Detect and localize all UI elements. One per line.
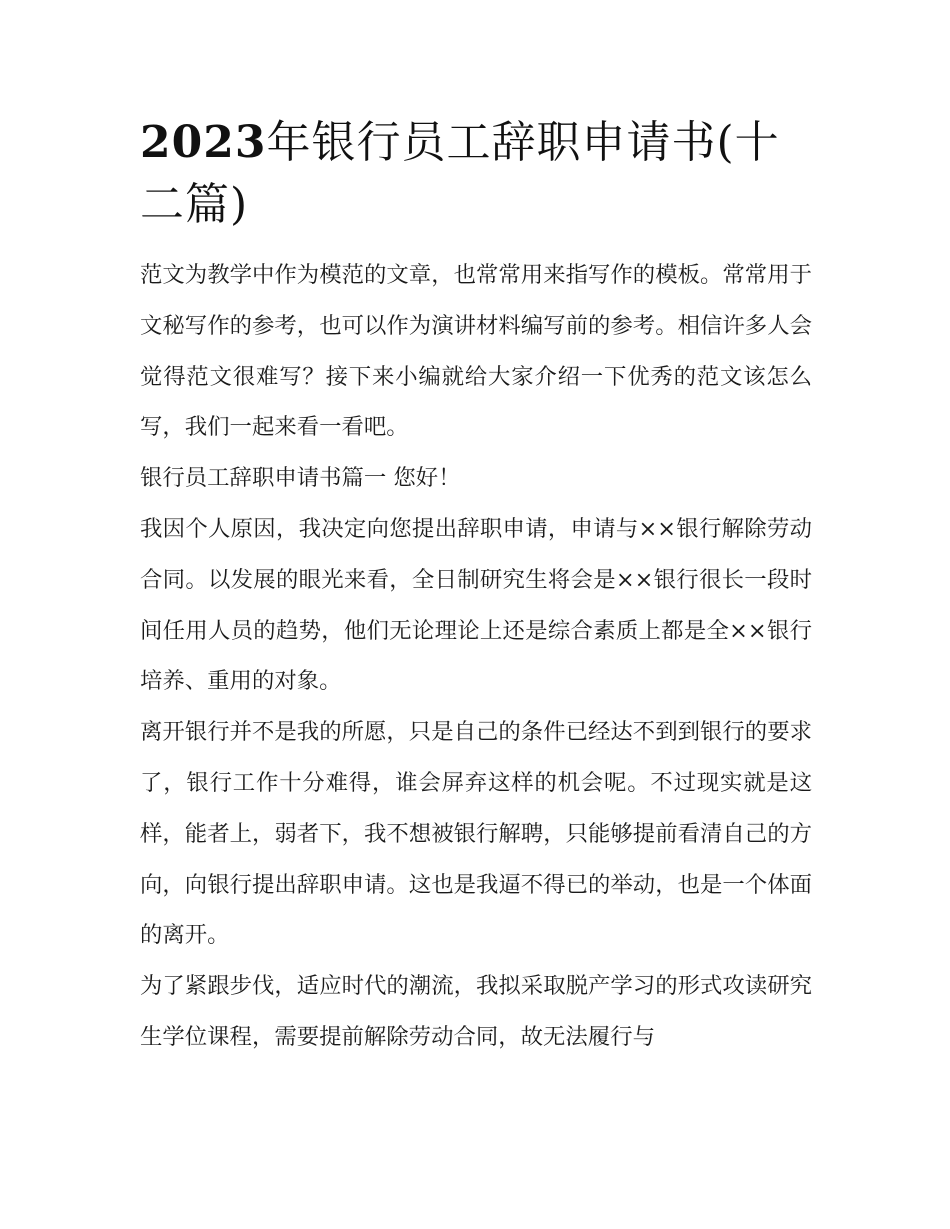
document-title [140,112,812,236]
title-year: 2023 [140,117,267,168]
paragraph-reason: 我因个人原因，我决定向您提出辞职申请，申请与××银行解除劳动合同。以发展的眼光来看，全日制研究生将会是××银行很长一段时间任用人员的趋势，他们无论理论上还是综合素质上都是全××银行培养、重用的对象。 [140,515,812,695]
paragraph-intro: 范文为教学中作为模范的文章，也常常用来指写作的模板。常常用于文秘写作的参考，也可以作为演讲材料编写前的参考。相信许多人会觉得范文很难写？接下来小编就给大家介绍一下优秀的范文该怎么写，我们一起来看一看吧。 [140,262,812,441]
paragraph-study: 为了紧跟步伐，适应时代的潮流，我拟采取脱产学习的形式攻读研究生学位课程，需要提前解除劳动合同，故无法履行与 [140,973,812,1050]
paragraph-section-heading: 银行员工辞职申请书篇一 您好！ [140,465,461,492]
title-text: 年银行员工辞职申请书(十二篇) [140,117,780,230]
paragraph-departure: 离开银行并不是我的所愿，只是自己的条件已经达不到到银行的要求了，银行工作十分难得，谁会屏弃这样的机会呢。不过现实就是这样，能者上，弱者下，我不想被银行解聘，只能够提前看清自己的方向，向银行提出辞职申请。这也是我逼不得已的举动，也是一个体面的离开。 [140,719,812,949]
document-body [140,112,812,1063]
